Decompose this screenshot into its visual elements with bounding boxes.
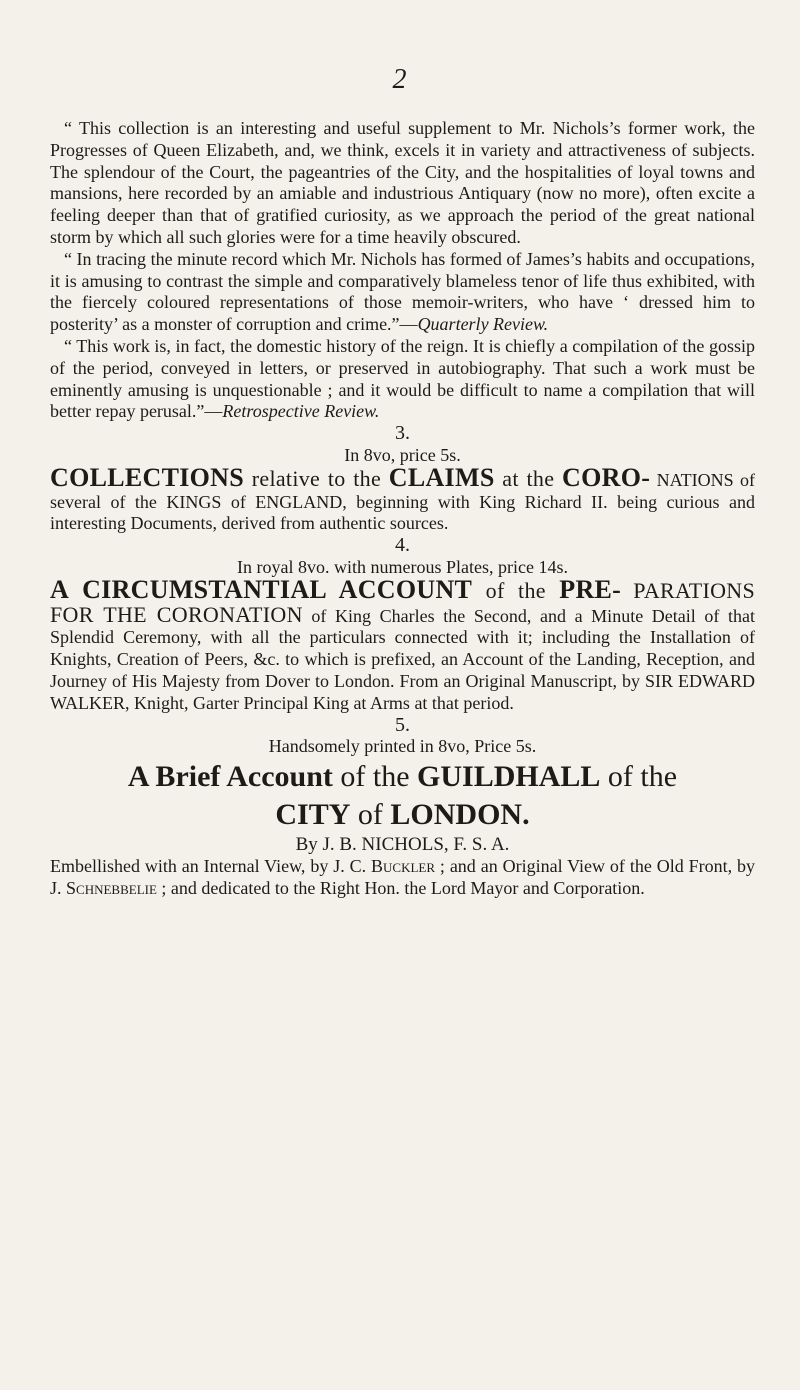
- item-5-desc-part-3: ; and dedicated to the Right Hon. the Lord Mayor and Corporation.: [156, 877, 645, 898]
- item-4-price: In royal 8vo. with numerous Plates, price 14s.: [237, 556, 568, 577]
- item-5-author: By J. B. NICHOLS, F. S. A.: [295, 834, 510, 856]
- item-5-description: [50, 856, 755, 900]
- review-paragraph-1: “ This collection is an interesting and useful supplement to Mr. Nichols’s former work, the Progresses of Queen Elizabeth, and, we think, excels it in variety and attractiveness of subjects. The splendour of the Court, the pageantries of the City, and the hospitalities of loyal towns and mansions, here recorded by an amiable and industrious Antiquary (now no more), often excite a feeling deeper than that of gratified curiosity, as we approach the period of the great national storm by which all such glories were for a time heavily obscured.: [50, 118, 755, 247]
- item-3-number: 3.: [395, 422, 410, 445]
- item-5-number: 5.: [395, 713, 410, 736]
- item-5-title-london: LONDON.: [390, 798, 530, 832]
- review-paragraph-2: [50, 249, 755, 336]
- item-5-title-of: of: [350, 798, 391, 832]
- item-3-title-collections: COLLECTIONS: [50, 462, 245, 492]
- item-3-title-at-the: at the: [494, 465, 563, 491]
- illustrator-buckler: Buckler: [371, 855, 436, 876]
- item-3-title-claims: CLAIMS: [388, 462, 495, 492]
- page-content: [50, 118, 755, 900]
- item-4-title-preparations: PARATIONS FOR THE CORONATION: [50, 577, 755, 627]
- item-4-description: of King Charles the Second, and a Minute Detail of that Splendid Ceremony, with all the particulars connected with it; including the Installation of Knights, Creation of Peers, &c. to which is prefixed, an Account of the Landing, Reception, and Journey of His Majesty from Dover to London. From an Original Manuscript, by SIR EDWARD WALKER, Knight, Garter Principal King at Arms at that period.: [50, 605, 755, 713]
- page-number: 2: [392, 64, 408, 95]
- item-4-title-pre: PRE-: [559, 574, 622, 604]
- item-5-title-of-the-1: of the: [332, 760, 418, 794]
- item-3-description: NATIONS of several of the KINGS of ENGLAND, beginning with King Richard II. being curious and interesting Documents, derived from authentic sources.: [50, 469, 756, 534]
- item-5-title-of-the-2: of the: [600, 760, 678, 794]
- item-3-title-relative: relative to the: [244, 465, 389, 491]
- item-4-number: 4.: [395, 534, 410, 557]
- review-text-3: “ This work is, in fact, the domestic history of the reign. It is chiefly a compilation of the gossip of the period, conveyed in letters, or preserved in autobiography. That such a work must be eminently amusing is unquestionable ; and it would be difficult to name a compilation that will better repay perusal.”—: [50, 335, 755, 422]
- review-text-2: “ In tracing the minute record which Mr. Nichols has formed of James’s habits and occupations, it is amusing to contrast the simple and comparatively blameless tenor of life thus exhibited, with the fiercely coloured representations of those memoir-writers, who have ‘ dressed him to posterity’ as a monster of corruption and crime.”—: [50, 248, 755, 335]
- item-3-entry: [50, 462, 756, 535]
- item-3-title-coro: CORO-: [562, 462, 651, 492]
- item-4-title-of-the: of the: [472, 577, 560, 603]
- item-5-title-brief: A Brief Account: [127, 760, 333, 794]
- illustrator-schnebbelie: Schnebbelie: [66, 877, 157, 898]
- item-3-price: In 8vo, price 5s.: [344, 444, 461, 465]
- review-paragraph-3: [50, 336, 755, 423]
- review-source-retrospective: Retrospective Review.: [222, 401, 380, 422]
- item-5-desc-part-2: ; and an Original View of the Old Front, by J.: [50, 855, 755, 898]
- item-4-title-account: A CIRCUMSTANTIAL ACCOUNT: [50, 574, 473, 604]
- item-5-title: [50, 758, 755, 834]
- item-5-title-city: CITY: [275, 798, 351, 832]
- review-source-quarterly: Quarterly Review.: [417, 314, 549, 335]
- item-5-price: Handsomely printed in 8vo, Price 5s.: [268, 736, 537, 757]
- item-4-entry: [50, 574, 755, 715]
- item-5-desc-part-1: Embellished with an Internal View, by J. C.: [50, 855, 372, 876]
- item-5-title-guildhall: GUILDHALL: [417, 760, 601, 794]
